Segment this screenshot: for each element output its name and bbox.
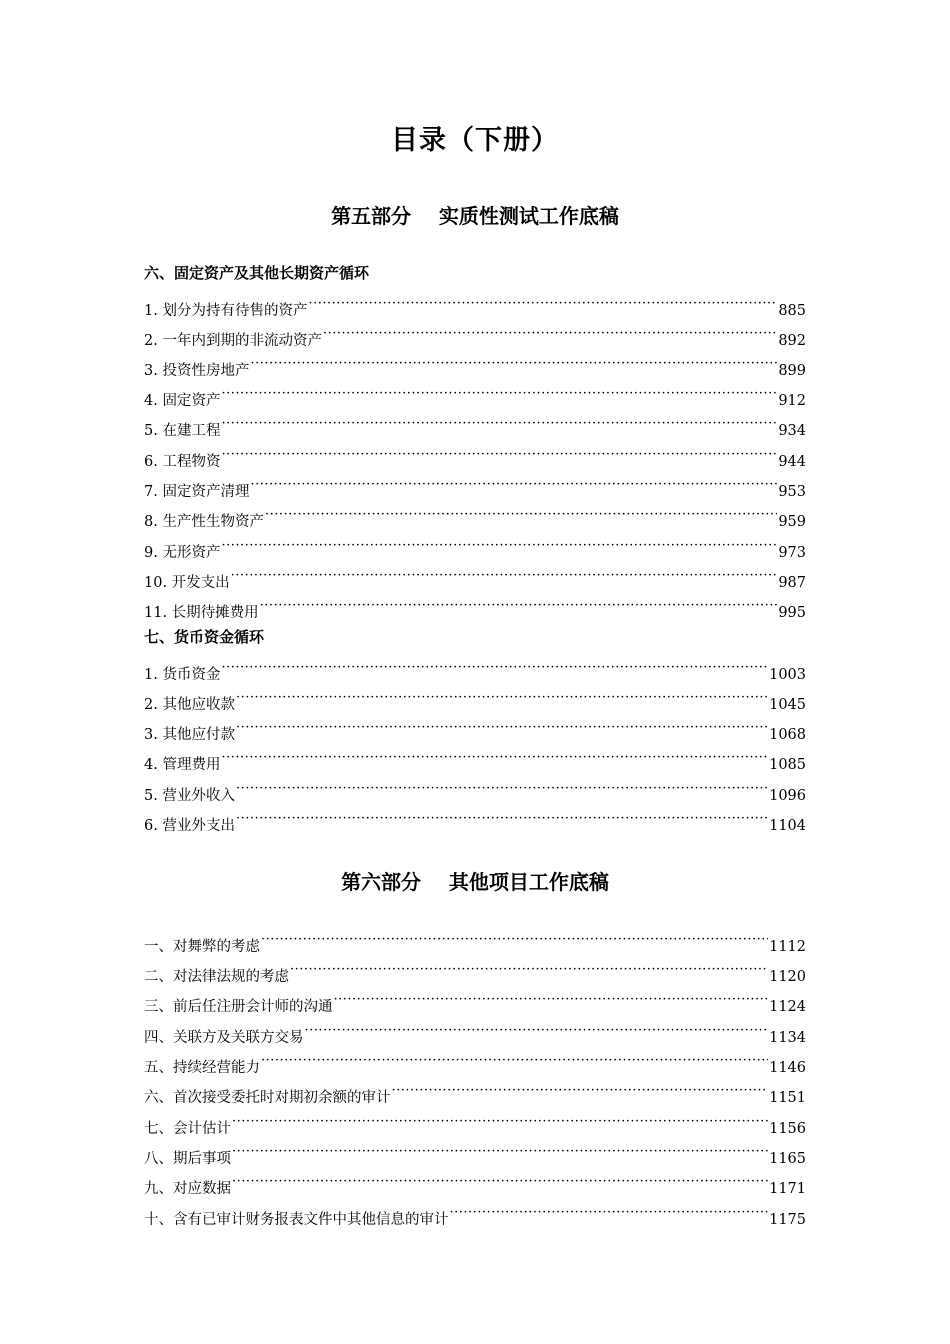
toc-entry-label: 6. 工程物资	[144, 454, 221, 470]
dot-leader	[232, 1141, 768, 1163]
toc-entry-label: 二、对法律法规的考虑	[144, 969, 289, 985]
dot-leader	[221, 747, 768, 769]
dot-leader	[308, 293, 777, 315]
toc-entry[interactable]	[144, 687, 806, 713]
toc-entry-page: 885	[778, 303, 806, 319]
toc-entry[interactable]	[144, 504, 806, 530]
toc-entry[interactable]	[144, 989, 806, 1015]
toc-entry-label: 2. 一年内到期的非流动资产	[144, 333, 322, 349]
dot-leader	[265, 504, 777, 526]
toc-entry[interactable]	[144, 413, 806, 439]
dot-leader	[236, 778, 768, 800]
toc-entry-page: 953	[778, 484, 806, 500]
toc-entry-label: 8. 生产性生物资产	[144, 514, 264, 530]
toc-entry-page: 1045	[769, 697, 806, 713]
dot-leader	[221, 444, 777, 466]
toc-entry-label: 五、持续经营能力	[144, 1060, 260, 1076]
toc-entry-page: 1104	[769, 818, 806, 834]
toc-entry[interactable]	[144, 1111, 806, 1137]
toc-entry-page: 1134	[769, 1030, 806, 1046]
toc-entry[interactable]	[144, 595, 806, 621]
toc-entry-page: 973	[778, 545, 806, 561]
toc-entry[interactable]	[144, 929, 806, 955]
toc-entry-label: 3. 其他应付款	[144, 727, 235, 743]
dot-leader	[450, 1202, 769, 1224]
toc-entry-label: 5. 在建工程	[144, 423, 221, 439]
dot-leader	[334, 989, 769, 1011]
toc-entry-label: 6. 营业外支出	[144, 818, 235, 834]
section-heading-6: 六、固定资产及其他长期资产循环	[144, 264, 370, 282]
dot-leader	[260, 595, 778, 617]
part-heading-6: 第六部分 其他项目工作底稿	[341, 870, 609, 894]
toc-entry-label: 一、对舞弊的考虑	[144, 939, 260, 955]
toc-entry-label: 六、首次接受委托时对期初余额的审计	[144, 1090, 391, 1106]
toc-entry[interactable]	[144, 778, 806, 804]
dot-leader	[236, 808, 768, 830]
toc-entry[interactable]	[144, 474, 806, 500]
toc-entry[interactable]	[144, 293, 806, 319]
toc-entry[interactable]	[144, 535, 806, 561]
toc-entry-page: 1124	[769, 999, 806, 1015]
toc-entry[interactable]	[144, 1020, 806, 1046]
toc-entry-page: 959	[778, 514, 806, 530]
toc-entry-label: 5. 营业外收入	[144, 788, 235, 804]
toc-entry-page: 1165	[769, 1151, 806, 1167]
toc-entry-label: 3. 投资性房地产	[144, 363, 250, 379]
toc-entry-page: 1175	[769, 1212, 806, 1228]
toc-entry-page: 1156	[769, 1121, 806, 1137]
toc-entry-page: 1120	[769, 969, 806, 985]
toc-entry[interactable]	[144, 1050, 806, 1076]
toc-entry[interactable]	[144, 1080, 806, 1106]
dot-leader	[232, 1171, 768, 1193]
dot-leader	[290, 959, 768, 981]
toc-entry[interactable]	[144, 657, 806, 683]
toc-entry[interactable]	[144, 959, 806, 985]
dot-leader	[305, 1020, 769, 1042]
toc-entry[interactable]	[144, 1202, 806, 1228]
toc-entry-page: 899	[778, 363, 806, 379]
dot-leader	[261, 1050, 768, 1072]
toc-entry[interactable]	[144, 1171, 806, 1197]
dot-leader	[261, 929, 768, 951]
toc-entry-label: 4. 固定资产	[144, 393, 221, 409]
dot-leader	[323, 323, 777, 345]
toc-entry[interactable]	[144, 323, 806, 349]
dot-leader	[250, 474, 777, 496]
toc-entry[interactable]	[144, 1141, 806, 1167]
toc-entry-page: 944	[778, 454, 806, 470]
toc-entry-page: 1096	[769, 788, 806, 804]
toc-entry[interactable]	[144, 717, 806, 743]
toc-entry-page: 1151	[769, 1090, 806, 1106]
toc-entry-page: 1171	[769, 1181, 806, 1197]
toc-entry-page: 1003	[769, 667, 806, 683]
dot-leader	[236, 687, 768, 709]
toc-entry-label: 七、会计估计	[144, 1121, 231, 1137]
toc-entry-page: 1085	[769, 757, 806, 773]
dot-leader	[231, 565, 778, 587]
toc-entry-label: 三、前后任注册会计师的沟通	[144, 999, 333, 1015]
toc-entry-page: 934	[778, 423, 806, 439]
toc-entry-label: 十、含有已审计财务报表文件中其他信息的审计	[144, 1212, 449, 1228]
dot-leader	[221, 383, 777, 405]
toc-entry-page: 912	[778, 393, 806, 409]
toc-entry[interactable]	[144, 444, 806, 470]
toc-entry-page: 892	[778, 333, 806, 349]
toc-entry-page: 995	[778, 605, 806, 621]
toc-entry-page: 1146	[769, 1060, 806, 1076]
toc-entry[interactable]	[144, 747, 806, 773]
toc-entry-label: 九、对应数据	[144, 1181, 231, 1197]
dot-leader	[392, 1080, 769, 1102]
dot-leader	[221, 413, 777, 435]
toc-entry-label: 7. 固定资产清理	[144, 484, 250, 500]
toc-entry-page: 1068	[769, 727, 806, 743]
part-heading-5: 第五部分 实质性测试工作底稿	[331, 204, 619, 228]
toc-entry-label: 1. 划分为持有待售的资产	[144, 303, 308, 319]
toc-entry-label: 4. 管理费用	[144, 757, 221, 773]
dot-leader	[236, 717, 768, 739]
toc-entry-page: 1112	[769, 939, 806, 955]
toc-entry-page: 987	[778, 575, 806, 591]
dot-leader	[232, 1111, 768, 1133]
page-title: 目录（下册）	[391, 125, 559, 156]
dot-leader	[250, 353, 777, 375]
toc-entry-label: 1. 货币资金	[144, 667, 221, 683]
toc-entry[interactable]	[144, 565, 806, 591]
dot-leader	[221, 657, 768, 679]
toc-entry-label: 2. 其他应收款	[144, 697, 235, 713]
toc-entry-label: 四、关联方及关联方交易	[144, 1030, 304, 1046]
toc-entry[interactable]	[144, 808, 806, 834]
toc-entry-label: 11. 长期待摊费用	[144, 605, 259, 621]
toc-entry-label: 10. 开发支出	[144, 575, 230, 591]
toc-entry[interactable]	[144, 383, 806, 409]
toc-entry-label: 八、期后事项	[144, 1151, 231, 1167]
toc-entry[interactable]	[144, 353, 806, 379]
section-heading-7: 七、货币资金循环	[144, 628, 265, 646]
dot-leader	[221, 535, 777, 557]
toc-entry-label: 9. 无形资产	[144, 545, 221, 561]
